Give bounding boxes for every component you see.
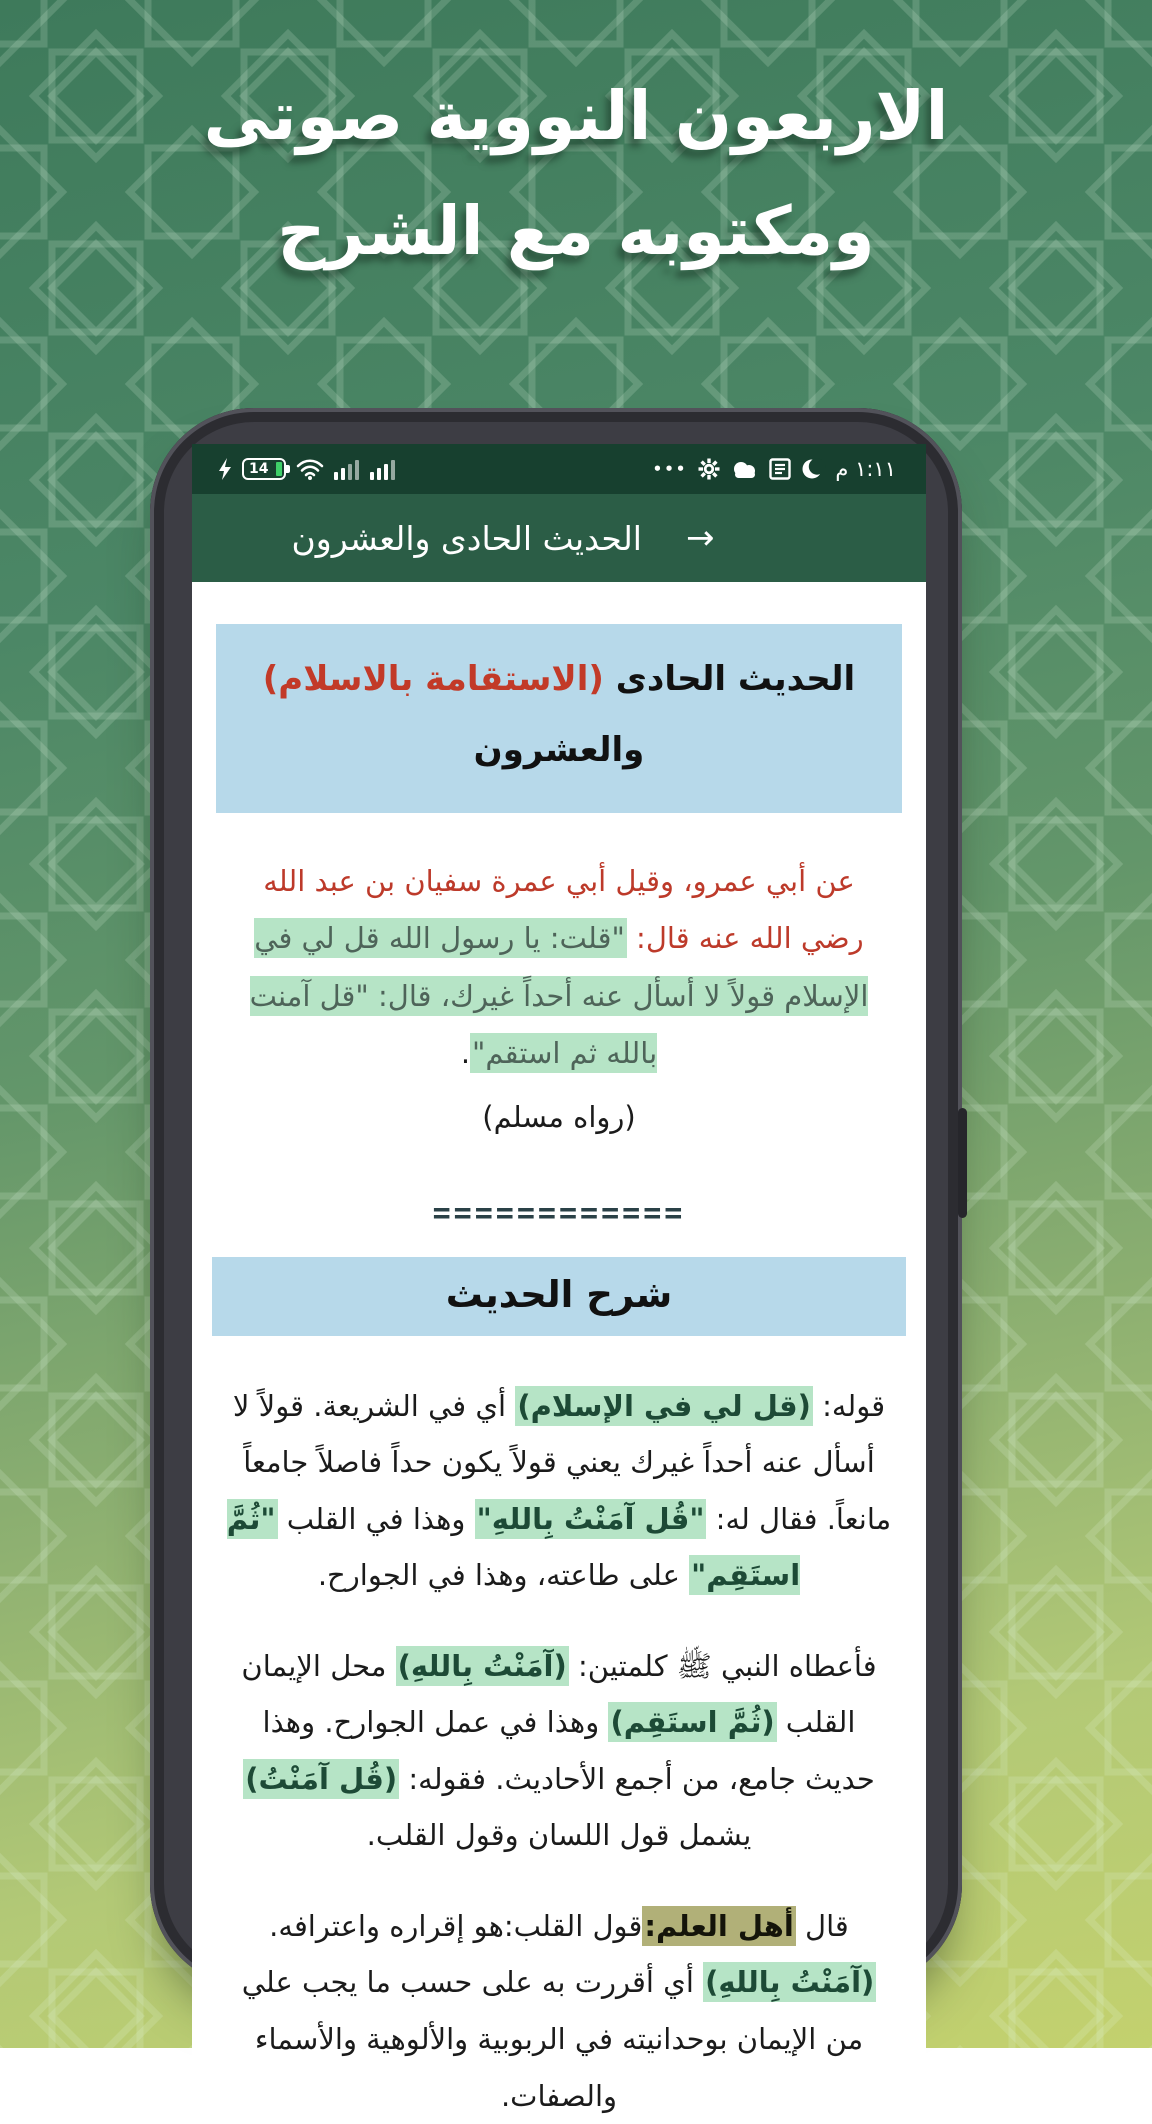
- text-segment: وهذا في عمل الجوارح. وهذا حديث جامع، من أجمع الأحاديث. فقوله:: [262, 1705, 875, 1796]
- text-segment: (ثُمَّ استَقِم): [608, 1702, 776, 1742]
- app-bar-title: الحديث الحادى والعشرون: [291, 518, 642, 558]
- crescent-moon-icon: [801, 457, 825, 481]
- hero-title-line1: الاربعون النووية صوتى: [203, 77, 949, 155]
- wifi-icon: [296, 458, 324, 480]
- text-segment: عن أبي عمرو، وقيل أبي عمرة سفيان بن عبد الله رضي الله عنه قال:: [263, 863, 864, 956]
- text-segment: أي في الشريعة. قولاً لا أسأل عنه أحداً غيرك يعني قولاً يكون حداً فاصلاً جامعاً مانعاً. فقال له:: [232, 1388, 892, 1536]
- status-bar-left: [218, 458, 396, 480]
- text-segment: (الاستقامة بالاسلام): [262, 659, 604, 699]
- text-segment: "ثُمَّ استَقِم": [227, 1499, 800, 1596]
- text-segment: (قل لي في الإسلام): [515, 1386, 813, 1426]
- text-segment: أي أقررت به على حسب ما يجب علي من الإيمان بوحدانيته في الربوبية والألوهية والأسماء والصفات.: [241, 1965, 864, 2113]
- text-segment: قول القلب:هو إقراره واعترافه.: [269, 1908, 643, 1943]
- hero-title-line2: ومكتوبه مع الشرح: [277, 191, 875, 270]
- hero-title: [0, 66, 1152, 281]
- text-segment: محل الإيمان القلب: [241, 1648, 856, 1740]
- text-segment: والعشرون: [473, 730, 645, 771]
- clock-text: ١:١١ م: [835, 457, 896, 481]
- explanation-header: شرح الحديث: [212, 1257, 906, 1336]
- hadith-title-box: [216, 624, 902, 813]
- status-bar: [192, 444, 926, 494]
- battery-level-fill: [276, 462, 282, 476]
- text-segment: يشمل قول اللسان وقول القلب.: [366, 1818, 752, 1853]
- battery-icon: [242, 458, 286, 480]
- overflow-dots-icon: •••: [652, 460, 688, 478]
- text-segment: الحديث الحادى: [603, 659, 856, 699]
- charging-bolt-icon: [218, 458, 232, 480]
- text-segment: وهذا في القلب: [277, 1501, 475, 1536]
- hadith-content-scroll-area[interactable]: [192, 582, 926, 2124]
- text-segment: .: [460, 1036, 471, 1070]
- explanation-paragraph-2: [226, 1638, 892, 1864]
- battery-percent: 14: [249, 461, 269, 477]
- cell-signal-icon-2: [370, 458, 396, 480]
- back-arrow-icon[interactable]: →: [685, 518, 715, 558]
- cell-signal-icon: [334, 458, 360, 480]
- explanation-paragraph-1: [226, 1378, 892, 1604]
- text-segment: قوله:: [812, 1388, 886, 1423]
- notes-icon: [769, 458, 791, 480]
- explanation-paragraph-3: [226, 1898, 892, 2124]
- text-segment: أهل العلم:: [642, 1906, 795, 1946]
- section-separator: ============: [432, 1195, 686, 1231]
- cloud-icon: [731, 459, 759, 479]
- text-segment: (آمَنْتُ بِاللهِ): [703, 1962, 876, 2002]
- text-segment: (قُل آمَنْتُ): [243, 1759, 399, 1799]
- phone-power-button: [958, 1108, 967, 1218]
- gear-icon: [697, 457, 721, 481]
- text-segment: على طاعته، وهذا في الجوارح.: [317, 1558, 690, 1593]
- text-segment: "قلت: يا رسول الله قل لي في الإسلام قولاً لا أسأل عنه أحداً غيرك، قال: "قل آمنت بالله ثم استقم": [250, 918, 869, 1073]
- hadith-text: [228, 853, 890, 1083]
- text-segment: فأعطاه النبي ﷺ كلمتين:: [568, 1648, 877, 1683]
- status-bar-right: [653, 457, 896, 481]
- text-segment: "قُل آمَنْتُ بِاللهِ": [475, 1499, 707, 1539]
- phone-mockup: [150, 408, 962, 2113]
- text-segment: (آمَنْتُ بِاللهِ): [396, 1646, 569, 1686]
- text-segment: قال: [795, 1908, 849, 1943]
- narrator-line: (رواه مسلم): [482, 1100, 636, 1135]
- phone-screen: [192, 444, 926, 2113]
- app-bar: [192, 494, 926, 582]
